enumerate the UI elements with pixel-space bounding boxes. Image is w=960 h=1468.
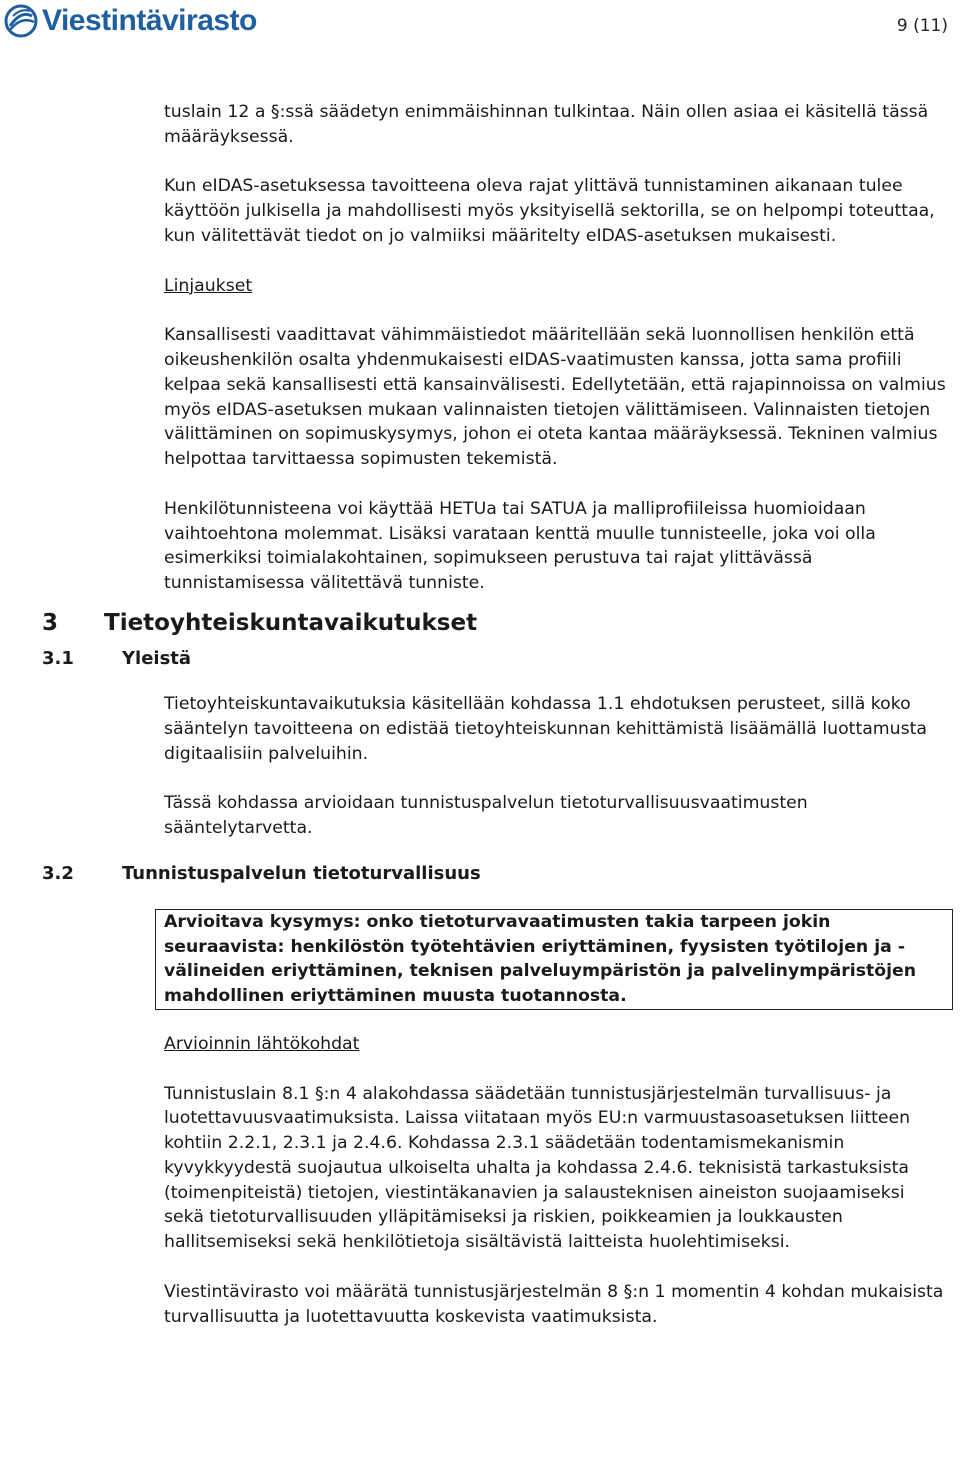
paragraph-8: Viestintävirasto voi määrätä tunnistusjärjestelmän 8 §:n 1 momentin 4 kohdan mukaisista turvallisuutta ja luotettavuutta koskevista vaatimuksista. [164, 1281, 944, 1327]
paragraph-5: Tietoyhteiskuntavaikutuksia käsitellään kohdassa 1.1 ehdotuksen perusteet, sillä koko sääntelyn tavoitteena on edistää tietoyhteiskunnan kehittämistä lisäämällä luottamusta digitaalisiin palveluihin. [164, 693, 927, 764]
section-number: 3.2 [42, 862, 74, 884]
paragraph-7: Tunnistuslain 8.1 §:n 4 alakohdassa säädetään tunnistusjärjestelmän turvallisuus- ja luotettavuusvaatimuksista. Laissa viitataan myös EU:n varmuustasoasetuksen liitteen kohtiin 2.2.1, 2.3.1 ja 2.4.6. Kohdassa 2.3.1 säädetään todentamismekanismin kyvykkyydestä suojautua ulkoiselta uhalta ja kohdassa 2.4.6. teknisistä tarkastuksista (toimenpiteistä) tietojen, viestintäkanavien ja salausteknisen aineiston suojaamiseksi sekä tietoturvallisuuden ylläpitämiseksi ja riskien, poikkeamien ja loukkausten hallitsemiseksi sekä henkilötietoja sisältävistä laitteista huolehtimiseksi. [164, 1083, 911, 1253]
paragraph-1: tuslain 12 a §:ssä säädetyn enimmäishinnan tulkintaa. Näin ollen asiaa ei käsitellä tässä määräyksessä. [164, 102, 929, 147]
section-title: Tunnistuspalvelun tietoturvallisuus [122, 862, 481, 884]
document-body [0, 100, 960, 1329]
logo-text: Viestintävirasto [42, 4, 257, 37]
section-number: 3 [42, 609, 59, 636]
viestintavirasto-emblem-icon [4, 4, 38, 38]
page-number: 9 (11) [896, 16, 948, 36]
paragraph-4: Henkilötunnisteena voi käyttää HETUa tai SATUA ja malliprofiileissa huomioidaan vaihtoehtona molemmat. Lisäksi varataan kenttä muulle tunnisteelle, joka voi olla esimerkiksi toimialakohtainen, sopimukseen perustuva tai rajat ylittävässä tunnistamisessa välitettävä tunniste. [164, 498, 876, 594]
paragraph-2: Kun eIDAS-asetuksessa tavoitteena oleva rajat ylittävä tunnistaminen aikanaan tulee käyttöön julkisella ja mahdollisesti myös yksityisellä sektorilla, se on helpompi toteuttaa, kun välitettävät tiedot on jo valmiiksi määritelty eIDAS-asetuksen mukaisesti. [164, 176, 935, 246]
subheading-arvioinnin-lahtokohdat: Arvioinnin lähtökohdat [164, 1033, 360, 1054]
subheading-linjaukset: Linjaukset [164, 275, 253, 296]
section-number: 3.1 [42, 647, 74, 669]
logo [4, 4, 257, 38]
section-heading-3-2 [42, 861, 960, 887]
paragraph-6: Tässä kohdassa arvioidaan tunnistuspalvelun tietoturvallisuusvaatimusten sääntelytarvetta. [164, 793, 808, 838]
section-heading-3-1 [42, 646, 960, 672]
section-heading-3 [42, 608, 960, 638]
page-header [0, 0, 960, 60]
assessment-question-box: Arvioitava kysymys: onko tietoturvavaatimusten takia tarpeen jokin seuraavista: henkilöstön työtehtävien eriyttäminen, fyysisten työtilojen ja -välineiden eriyttäminen, teknisen palveluympäristön ja palvelinympäristöjen mahdollinen eriyttäminen muusta tuotannosta. [155, 909, 953, 1010]
paragraph-3: Kansallisesti vaadittavat vähimmäistiedot määritellään sekä luonnollisen henkilön että oikeushenkilön osalta yhdenmukaisesti eIDAS-vaatimusten kanssa, jotta sama profiili kelpaa sekä kansallisesti että kansainvälisesti. Edellytetään, että rajapinnoissa on valmius myös eIDAS-asetuksen mukaan valinnaisten tietojen välittämiseen. Valinnaisten tietojen välittäminen on sopimuskysymys, johon ei oteta kantaa määräyksessä. Tekninen valmius helpottaa tarvittaessa sopimusten tekemistä. [164, 325, 946, 470]
section-title: Yleistä [122, 647, 192, 669]
section-title: Tietoyhteiskuntavaikutukset [104, 609, 478, 636]
